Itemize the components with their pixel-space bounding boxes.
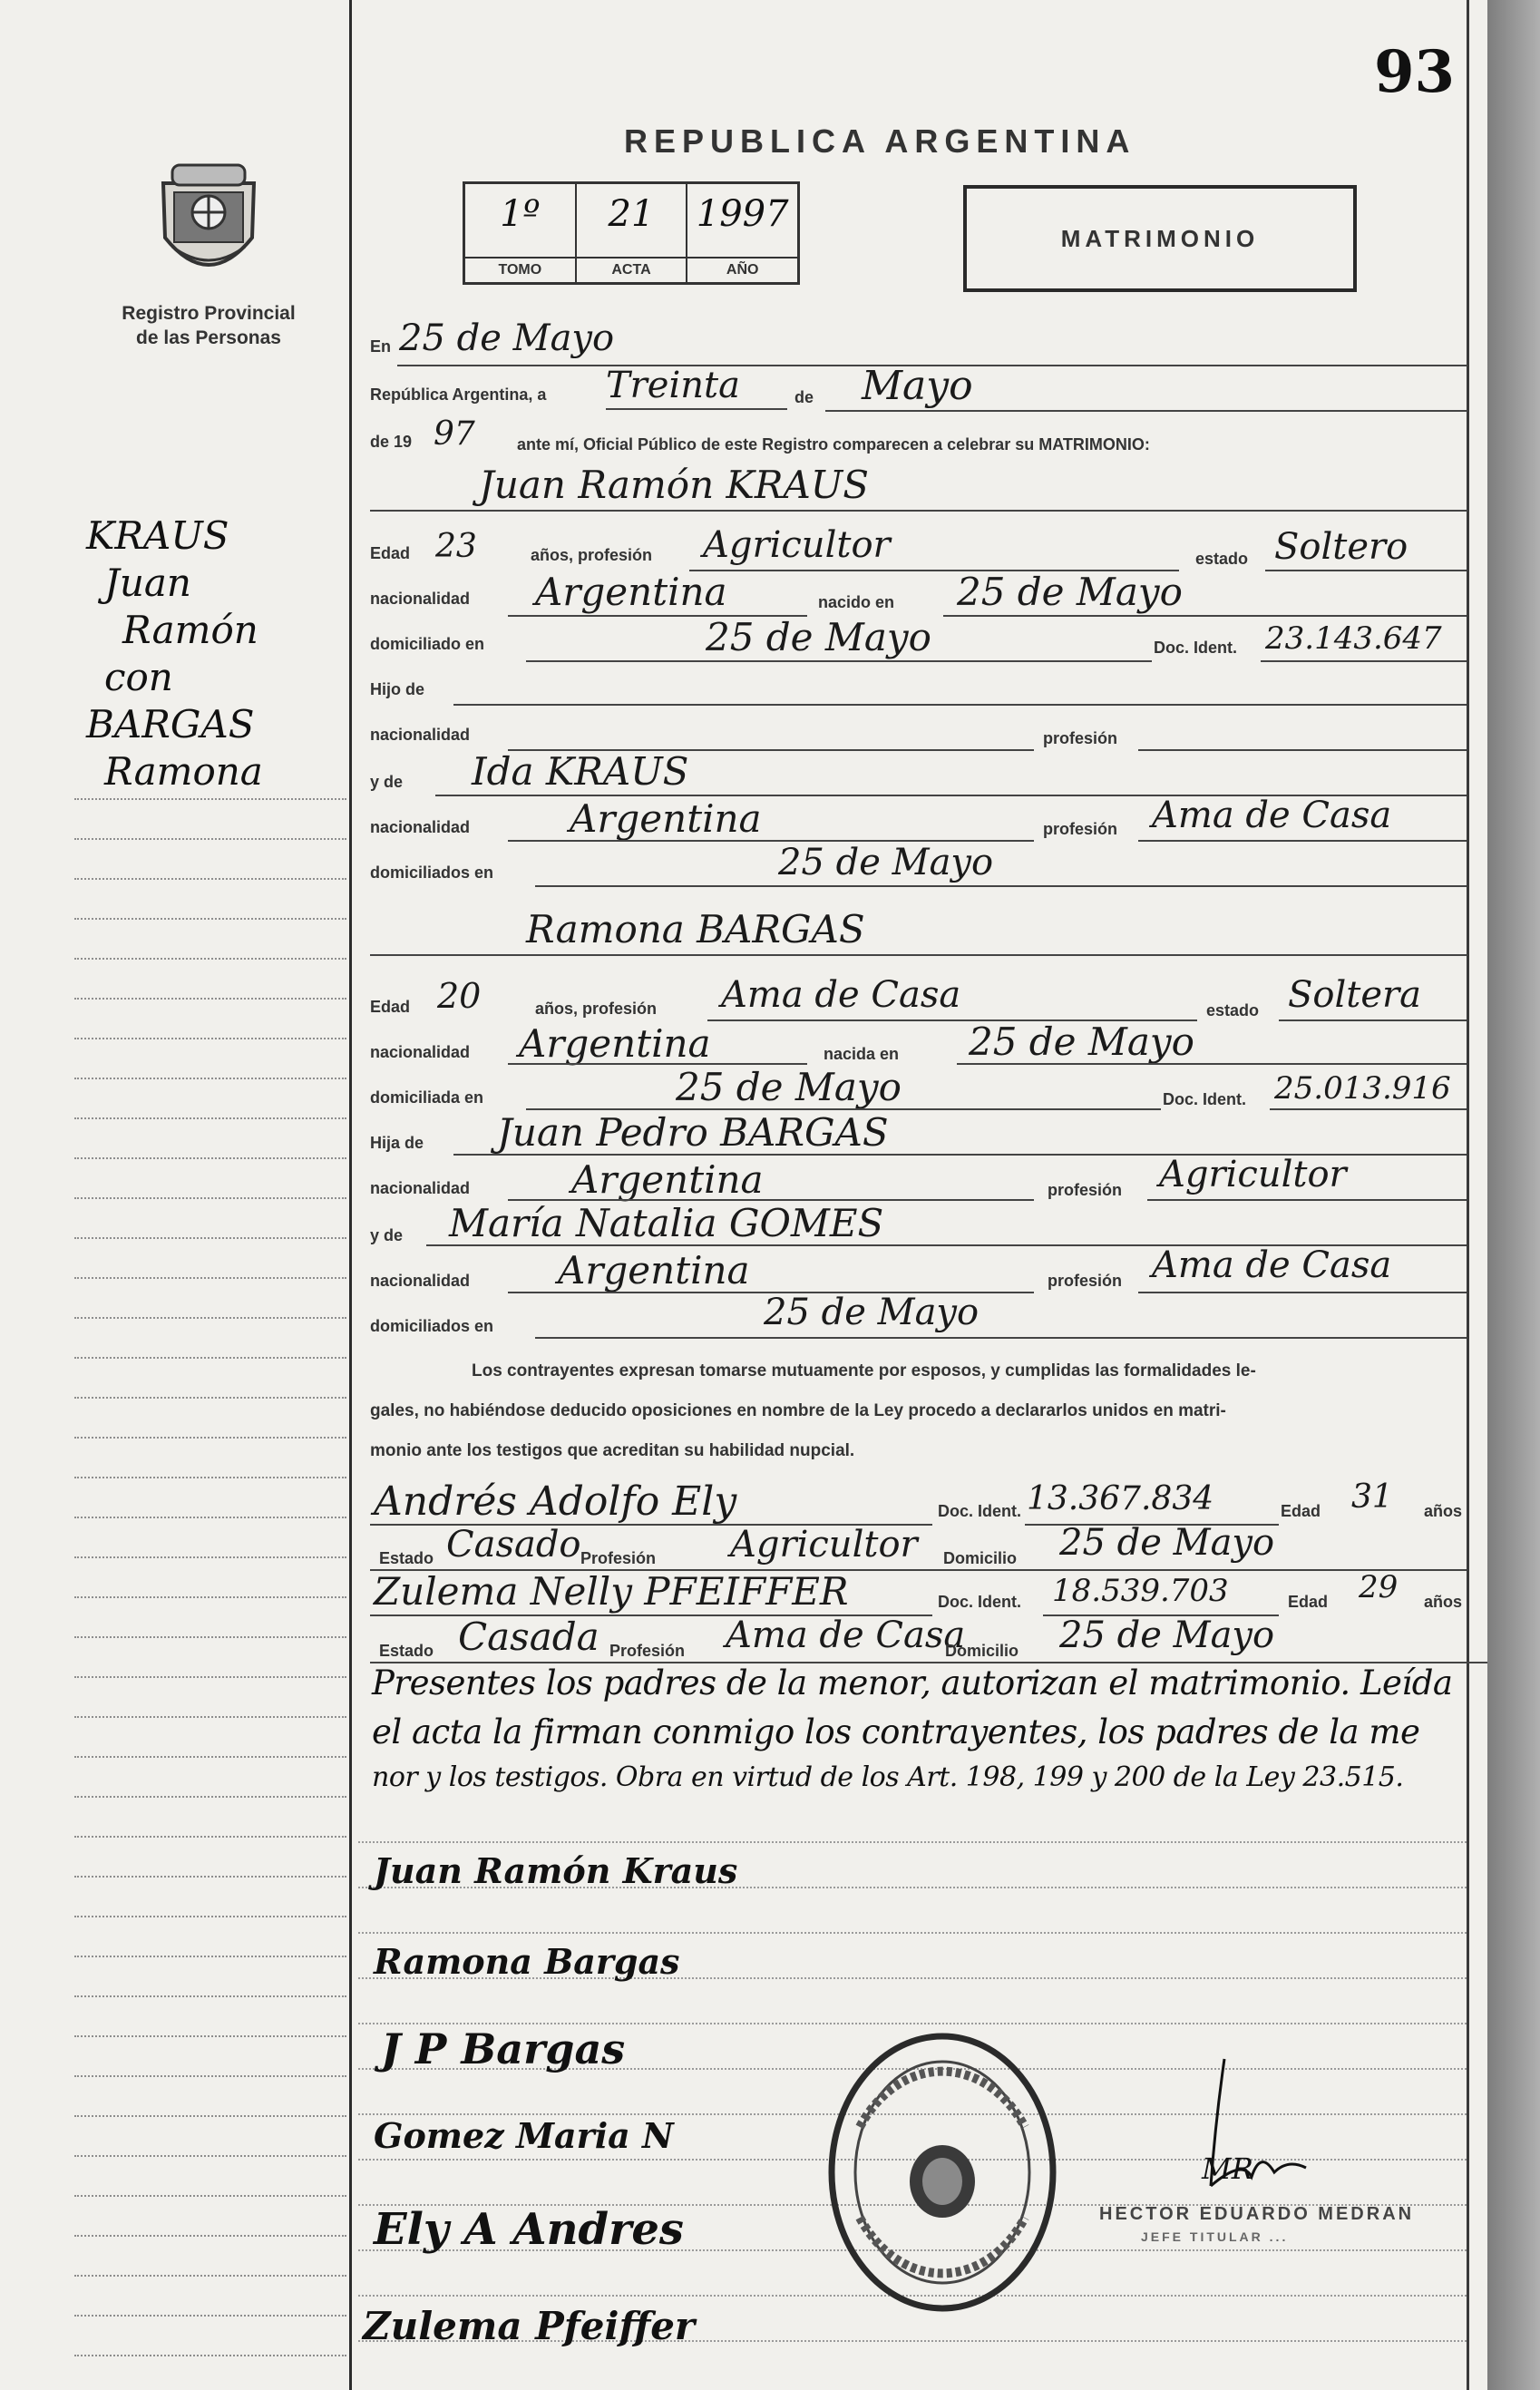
margin-rule-line xyxy=(74,1676,346,1678)
bride-mother-profession-label: profesión xyxy=(1048,1272,1123,1290)
margin-rule-line xyxy=(74,1517,346,1518)
bride-age-label: Edad xyxy=(370,998,411,1016)
witness2-name: Zulema Nelly PFEIFFER xyxy=(374,1569,849,1614)
acta-value: 21 xyxy=(608,193,655,235)
bride-nationality-label: nacionalidad xyxy=(370,1043,471,1061)
tomo-cell xyxy=(465,184,577,282)
registry-name-line1: Registro Provincial xyxy=(122,303,296,324)
margin-rule-line xyxy=(74,998,346,1000)
de-label: de xyxy=(794,388,814,406)
margin-rule-line xyxy=(74,1277,346,1279)
bride-status: Soltera xyxy=(1288,974,1421,1016)
groom-nationality-label: nacionalidad xyxy=(370,590,471,608)
witness2-status: Casada xyxy=(458,1614,599,1659)
witness2-years-label: años xyxy=(1424,1593,1463,1611)
acta-label: ACTA xyxy=(577,257,687,282)
page-number: 93 xyxy=(1374,38,1456,106)
margin-rule-line xyxy=(74,1038,346,1039)
margin-rule-line xyxy=(74,2235,346,2237)
bride-father-name: Juan Pedro BARGAS xyxy=(497,1110,889,1155)
groom-mother-label: y de xyxy=(370,773,404,791)
bride-parents-domicile-label: domiciliados en xyxy=(370,1317,494,1335)
groom-nationality: Argentina xyxy=(535,570,727,614)
witness1-profession-label: Profesión xyxy=(580,1549,657,1567)
witness2-age: 29 xyxy=(1359,1569,1399,1605)
margin-rule-line xyxy=(74,1237,346,1239)
margin-rule-line xyxy=(74,918,346,920)
witness1-domicile-label: Domicilio xyxy=(943,1549,1018,1567)
margin-rule-line xyxy=(74,798,346,800)
intro-year: 97 xyxy=(434,415,475,453)
groom-father-nationality-label: nacionalidad xyxy=(370,726,471,744)
witness1-status-label: Estado xyxy=(379,1549,434,1567)
bride-status-label: estado xyxy=(1206,1001,1260,1019)
signature-witness1: Ely A Andres xyxy=(374,2204,684,2255)
witness1-years-label: años xyxy=(1424,1502,1463,1520)
intro-month: Mayo xyxy=(862,363,973,409)
margin-rule-line xyxy=(74,2115,346,2117)
margin-rule-line xyxy=(74,2035,346,2037)
bride-mother-nationality-label: nacionalidad xyxy=(370,1272,471,1290)
margin-rule-line xyxy=(74,1956,346,1957)
margin-note-bride-name: Ramona xyxy=(104,749,263,794)
tomo-value: 1º xyxy=(500,193,541,235)
signature-bride: Ramona Bargas xyxy=(374,1941,680,1982)
bride-mother-name: María Natalia GOMES xyxy=(449,1201,884,1245)
bride-father-nationality-label: nacionalidad xyxy=(370,1179,471,1197)
groom-status: Soltero xyxy=(1274,526,1408,568)
witness1-doc-label: Doc. Ident. xyxy=(938,1502,1022,1520)
notes-line-2: el acta la firman conmigo los contrayentes, los padres de la me xyxy=(372,1712,1420,1751)
anio-label: AÑO xyxy=(687,257,797,282)
groom-mother-nationality: Argentina xyxy=(570,796,762,841)
bride-doc: 25.013.916 xyxy=(1274,1070,1451,1107)
country-heading: REPUBLICA ARGENTINA xyxy=(624,122,1136,160)
margin-rule-line xyxy=(74,2155,346,2157)
groom-father-label: Hijo de xyxy=(370,680,425,698)
republica-label: República Argentina, a xyxy=(370,385,547,404)
witness2-doc: 18.539.703 xyxy=(1052,1573,1229,1609)
margin-rule-line xyxy=(74,1117,346,1119)
signature-bride-mother: Gomez Maria N xyxy=(374,2115,674,2156)
groom-mother-nationality-label: nacionalidad xyxy=(370,818,471,836)
groom-profession: Agricultor xyxy=(703,524,891,566)
bride-domicile: 25 de Mayo xyxy=(676,1065,902,1109)
witness1-doc: 13.367.834 xyxy=(1027,1480,1214,1517)
witness2-domicile: 25 de Mayo xyxy=(1059,1614,1275,1656)
officer-title: JEFE TITULAR ... xyxy=(1141,2229,1289,2244)
margin-rule-line xyxy=(74,1157,346,1159)
groom-age-label: Edad xyxy=(370,544,411,562)
witness2-domicile-label: Domicilio xyxy=(945,1642,1019,1660)
groom-domicile: 25 de Mayo xyxy=(706,615,931,659)
declaration-line-2: gales, no habiéndose deducido oposiciones en nombre de la Ley procedo a declararlos unidos en matri- xyxy=(370,1401,1226,1420)
witness2-age-label: Edad xyxy=(1288,1593,1329,1611)
bride-father-nationality: Argentina xyxy=(571,1157,764,1202)
groom-birthplace-label: nacido en xyxy=(818,593,895,611)
bride-birthplace-label: nacida en xyxy=(824,1045,900,1063)
margin-rule-line xyxy=(74,1078,346,1079)
registry-name xyxy=(91,301,327,350)
margin-rule-line xyxy=(74,1636,346,1638)
margin-note-surname: KRAUS xyxy=(86,513,229,558)
bride-birthplace: 25 de Mayo xyxy=(969,1019,1194,1064)
witness1-name: Andrés Adolfo Ely xyxy=(374,1478,737,1525)
signature-witness2: Zulema Pfeiffer xyxy=(363,2304,696,2348)
groom-parents-domicile: 25 de Mayo xyxy=(778,842,994,883)
margin-note-second-name: Ramón xyxy=(122,608,258,652)
signature-rule-line xyxy=(358,1841,1467,1843)
margin-rule-line xyxy=(74,1477,346,1478)
right-rule xyxy=(1467,0,1469,2390)
bride-father-label: Hija de xyxy=(370,1134,424,1152)
margin-rule-line xyxy=(74,1596,346,1598)
margin-rule-line xyxy=(74,1357,346,1359)
registry-emblem-icon xyxy=(145,156,272,292)
notes-line-3: nor y los testigos. Obra en virtud de los Art. 198, 199 y 200 de la Ley 23.515. xyxy=(372,1761,1404,1793)
margin-note-first-name: Juan xyxy=(104,561,191,605)
intro-statement: ante mí, Oficial Público de este Registro comparecen a celebrar su MATRIMONIO: xyxy=(517,435,1150,454)
year-label: de 19 xyxy=(370,433,413,451)
bride-father-profession-label: profesión xyxy=(1048,1181,1123,1199)
officer-initials: MR xyxy=(1202,2151,1253,2186)
signature-bride-father: J P Bargas xyxy=(381,2024,626,2073)
groom-age: 23 xyxy=(435,528,477,565)
margin-rule-line xyxy=(74,878,346,880)
notes-line-1: Presentes los padres de la menor, autorizan el matrimonio. Leída xyxy=(372,1663,1453,1702)
margin-rule-line xyxy=(74,2315,346,2317)
margin-note-con: con xyxy=(104,655,173,699)
margin-rule-line xyxy=(74,1437,346,1439)
margin-rule-line xyxy=(74,958,346,960)
officer-name: HECTOR EDUARDO MEDRAN xyxy=(1099,2204,1415,2224)
official-seal-stamp xyxy=(824,2027,1061,2317)
margin-rule-line xyxy=(74,1317,346,1319)
margin-rule-line xyxy=(74,2075,346,2077)
margin-rule xyxy=(349,0,352,2390)
witness1-age-label: Edad xyxy=(1281,1502,1321,1520)
margin-rule-line xyxy=(74,838,346,840)
margin-rule-line xyxy=(74,1916,346,1917)
intro-day: Treinta xyxy=(606,365,740,406)
bride-profession: Ama de Casa xyxy=(721,974,961,1016)
margin-rule-line xyxy=(74,1796,346,1798)
intro-place: 25 de Mayo xyxy=(399,317,615,359)
groom-mother-profession-label: profesión xyxy=(1043,820,1118,838)
witness2-doc-label: Doc. Ident. xyxy=(938,1593,1022,1611)
groom-mother-profession: Ama de Casa xyxy=(1152,795,1392,836)
bride-mother-nationality: Argentina xyxy=(558,1248,750,1293)
groom-profession-label: años, profesión xyxy=(531,546,653,564)
binding-shadow xyxy=(1487,0,1540,2390)
margin-rule-line xyxy=(74,1876,346,1878)
bride-mother-profession: Ama de Casa xyxy=(1152,1244,1392,1286)
bride-name: Ramona BARGAS xyxy=(526,907,865,951)
margin-note-bride-surname: BARGAS xyxy=(86,702,255,746)
declaration-line-1: Los contrayentes expresan tomarse mutuamente por esposos, y cumplidas las formalidades le- xyxy=(472,1361,1256,1380)
signature-rule-line xyxy=(358,1932,1467,1934)
bride-age: 20 xyxy=(437,976,482,1016)
acta-cell xyxy=(577,184,688,282)
declaration-line-3: monio ante los testigos que acreditan su habilidad nupcial. xyxy=(370,1441,855,1460)
margin-rule-line xyxy=(74,1716,346,1718)
bride-nationality: Argentina xyxy=(519,1021,711,1066)
groom-name: Juan Ramón KRAUS xyxy=(479,463,869,507)
bride-mother-label: y de xyxy=(370,1226,404,1244)
witness2-profession-label: Profesión xyxy=(609,1642,686,1660)
witness2-status-label: Estado xyxy=(379,1642,434,1660)
groom-doc-label: Doc. Ident. xyxy=(1154,639,1238,657)
witness1-status: Casado xyxy=(446,1524,581,1566)
margin-rule-line xyxy=(74,1756,346,1758)
en-label: En xyxy=(370,337,392,356)
margin-rule-line xyxy=(74,1556,346,1558)
margin-rule-line xyxy=(74,1995,346,1997)
witness2-profession: Ama de Casa xyxy=(726,1614,966,1656)
margin-rule-line xyxy=(74,1836,346,1838)
groom-parents-domicile-label: domiciliados en xyxy=(370,863,494,882)
bride-doc-label: Doc. Ident. xyxy=(1163,1090,1247,1108)
registry-name-line2: de las Personas xyxy=(136,327,281,348)
bride-domicile-label: domiciliada en xyxy=(370,1088,484,1107)
record-number-box xyxy=(463,181,800,285)
signature-groom: Juan Ramón Kraus xyxy=(374,1850,738,1891)
margin-rule-line xyxy=(74,2355,346,2356)
margin-rule-line xyxy=(74,2275,346,2277)
bride-profession-label: años, profesión xyxy=(535,1000,658,1018)
groom-doc: 23.143.647 xyxy=(1265,620,1442,657)
bride-father-profession: Agricultor xyxy=(1159,1154,1347,1195)
groom-father-profession-label: profesión xyxy=(1043,729,1118,747)
bride-parents-domicile: 25 de Mayo xyxy=(764,1292,980,1333)
margin-rule-line xyxy=(74,1197,346,1199)
anio-cell xyxy=(687,184,797,282)
tomo-label: TOMO xyxy=(465,257,575,282)
witness1-profession: Agricultor xyxy=(730,1524,918,1566)
witness1-domicile: 25 de Mayo xyxy=(1059,1522,1275,1564)
groom-mother-name: Ida KRAUS xyxy=(472,749,689,794)
groom-status-label: estado xyxy=(1195,550,1249,568)
groom-birthplace: 25 de Mayo xyxy=(957,570,1183,614)
groom-domicile-label: domiciliado en xyxy=(370,635,485,653)
record-type-box: MATRIMONIO xyxy=(963,185,1357,292)
anio-value: 1997 xyxy=(696,193,789,235)
witness1-age: 31 xyxy=(1351,1478,1393,1516)
margin-rule-line xyxy=(74,1397,346,1399)
margin-rule-line xyxy=(74,2195,346,2197)
margin-note xyxy=(86,512,263,795)
